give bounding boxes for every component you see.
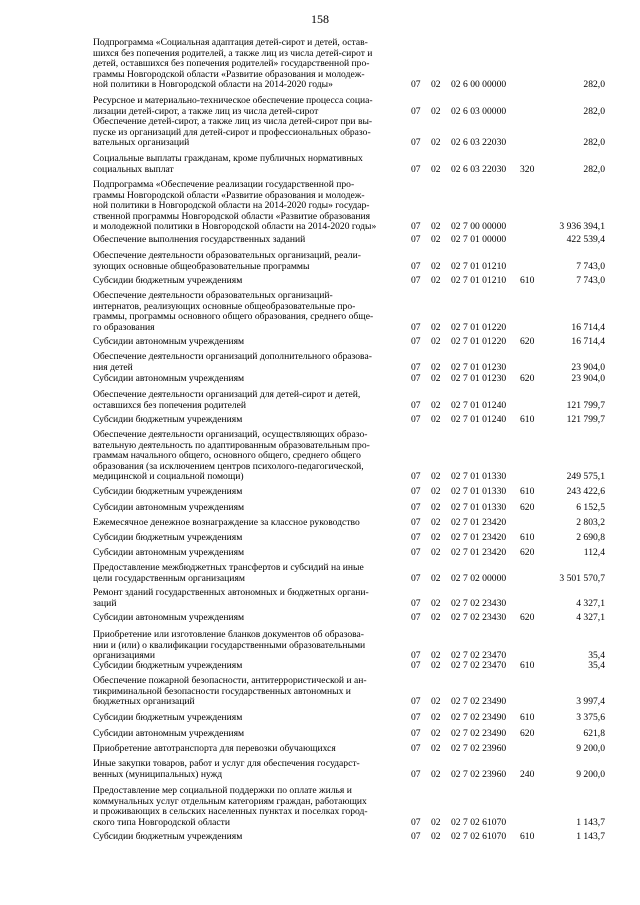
target-article-cell: 02 7 02 61070 — [451, 831, 507, 842]
podrazdel-cell: 02 — [431, 373, 441, 384]
podrazdel-cell: 02 — [431, 612, 441, 623]
expense-type-cell: 620 — [520, 373, 535, 384]
row-description: Субсидии автономным учреждениям — [93, 336, 245, 347]
row-description: Обеспечение детей-сирот, а также лиц из числа детей-сирот при вы- пуске из организаций для детей-сирот и профессиональных образо- вательных организаций — [93, 116, 373, 149]
razdel-cell: 07 — [411, 163, 421, 175]
razdel-cell: 07 — [411, 336, 421, 347]
target-article-cell: 02 7 01 01330 — [451, 502, 507, 513]
row-description: Субсидии бюджетным учреждениям — [93, 532, 243, 543]
expense-type-cell: 620 — [520, 547, 535, 558]
razdel-cell: 07 — [411, 517, 421, 528]
podrazdel-cell: 02 — [431, 502, 441, 513]
razdel-cell: 07 — [411, 373, 421, 384]
podrazdel-cell: 02 — [431, 743, 441, 754]
target-article-cell: 02 6 03 00000 — [451, 105, 507, 117]
target-article-cell: 02 7 01 23420 — [451, 532, 507, 543]
target-article-cell: 02 6 03 22030 — [451, 163, 507, 175]
podrazdel-cell: 02 — [431, 486, 441, 497]
amount-cell: 282,0 — [583, 137, 605, 149]
expense-type-cell: 610 — [520, 660, 535, 671]
row-description: Предоставление межбюджетных трансфертов и субсидий на иные цели государственным организациям — [93, 562, 364, 584]
razdel-cell: 07 — [411, 260, 421, 272]
row-description: Субсидии автономным учреждениям — [93, 373, 245, 384]
expense-type-cell: 620 — [520, 612, 535, 623]
target-article-cell: 02 7 00 00000 — [451, 221, 507, 233]
expense-type-cell: 610 — [520, 712, 535, 723]
razdel-cell: 07 — [411, 502, 421, 513]
podrazdel-cell: 02 — [431, 79, 441, 91]
row-description: Субсидии бюджетным учреждениям — [93, 831, 243, 842]
podrazdel-cell: 02 — [431, 414, 441, 425]
row-description: Ремонт зданий государственных автономных и бюджетных органи- заций — [93, 587, 369, 609]
podrazdel-cell: 02 — [431, 260, 441, 272]
amount-cell: 3 375,6 — [576, 712, 605, 723]
amount-cell: 4 327,1 — [576, 612, 605, 623]
amount-cell: 7 743,0 — [576, 275, 605, 286]
expense-type-cell: 610 — [520, 275, 535, 286]
podrazdel-cell: 02 — [431, 234, 441, 245]
amount-cell: 2 803,2 — [576, 517, 605, 528]
row-description: Социальные выплаты гражданам, кроме публичных нормативных социальных выплат — [93, 153, 363, 175]
target-article-cell: 02 7 02 23490 — [451, 712, 507, 723]
amount-cell: 9 200,0 — [576, 743, 605, 754]
podrazdel-cell: 02 — [431, 517, 441, 528]
razdel-cell: 07 — [411, 275, 421, 286]
expense-type-cell: 610 — [520, 414, 535, 425]
razdel-cell: 07 — [411, 471, 421, 483]
podrazdel-cell: 02 — [431, 321, 441, 333]
expense-type-cell: 320 — [520, 163, 535, 175]
razdel-cell: 07 — [411, 361, 421, 373]
row-description: Субсидии бюджетным учреждениям — [93, 275, 243, 286]
amount-cell: 16 714,4 — [571, 336, 605, 347]
podrazdel-cell: 02 — [431, 547, 441, 558]
amount-cell: 121 799,7 — [566, 399, 605, 411]
amount-cell: 243 422,6 — [566, 486, 605, 497]
podrazdel-cell: 02 — [431, 660, 441, 671]
podrazdel-cell: 02 — [431, 137, 441, 149]
podrazdel-cell: 02 — [431, 768, 441, 780]
row-description: Предоставление мер социальной поддержки по оплате жилья и коммунальных услуг отдельным категориям граждан, работающих и проживающих в сельских населенных пунктах и поселках город- ского типа Новгородской области — [93, 785, 368, 828]
target-article-cell: 02 7 01 01230 — [451, 361, 507, 373]
expense-type-cell: 620 — [520, 336, 535, 347]
target-article-cell: 02 7 01 00000 — [451, 234, 507, 245]
target-article-cell: 02 7 01 01240 — [451, 399, 507, 411]
target-article-cell: 02 7 01 23420 — [451, 547, 507, 558]
row-description: Приобретение или изготовление бланков документов об образова- нии и (или) о квалификации государственными образовательными организациями — [93, 629, 366, 662]
razdel-cell: 07 — [411, 321, 421, 333]
target-article-cell: 02 7 01 01220 — [451, 336, 507, 347]
amount-cell: 112,4 — [583, 547, 605, 558]
razdel-cell: 07 — [411, 572, 421, 584]
target-article-cell: 02 6 00 00000 — [451, 79, 507, 91]
razdel-cell: 07 — [411, 234, 421, 245]
row-description: Подпрограмма «Обеспечение реализации государственной про- граммы Новгородской области «Развитие образования и молодеж- ной политики в Новгородской области на 2014-2020 годы» госудаp- ственной программы Новгородской области «Развитие образования и молодежной политики в Новгородской области на 2014-2020 годы» — [93, 179, 377, 233]
target-article-cell: 02 7 01 23420 — [451, 517, 507, 528]
amount-cell: 35,4 — [588, 650, 605, 662]
row-description: Ежемесячное денежное вознаграждение за классное руководство — [93, 517, 360, 528]
razdel-cell: 07 — [411, 768, 421, 780]
amount-cell: 282,0 — [583, 105, 605, 117]
razdel-cell: 07 — [411, 105, 421, 117]
amount-cell: 3 936 394,1 — [559, 221, 605, 233]
row-description: Субсидии бюджетным учреждениям — [93, 712, 243, 723]
podrazdel-cell: 02 — [431, 712, 441, 723]
amount-cell: 249 575,1 — [566, 471, 605, 483]
podrazdel-cell: 02 — [431, 532, 441, 543]
expense-type-cell: 620 — [520, 502, 535, 513]
podrazdel-cell: 02 — [431, 336, 441, 347]
target-article-cell: 02 7 01 01330 — [451, 486, 507, 497]
target-article-cell: 02 7 02 23430 — [451, 612, 507, 623]
razdel-cell: 07 — [411, 79, 421, 91]
podrazdel-cell: 02 — [431, 221, 441, 233]
amount-cell: 1 143,7 — [576, 816, 605, 828]
razdel-cell: 07 — [411, 547, 421, 558]
target-article-cell: 02 7 01 01210 — [451, 260, 507, 272]
podrazdel-cell: 02 — [431, 399, 441, 411]
razdel-cell: 07 — [411, 137, 421, 149]
razdel-cell: 07 — [411, 414, 421, 425]
target-article-cell: 02 7 01 01240 — [451, 414, 507, 425]
row-description: Обеспечение деятельности образовательных организаций, реали- зующих основные общеобразовательные программы — [93, 250, 361, 272]
razdel-cell: 07 — [411, 597, 421, 609]
razdel-cell: 07 — [411, 728, 421, 739]
row-description: Субсидии бюджетным учреждениям — [93, 660, 243, 671]
target-article-cell: 02 7 02 00000 — [451, 572, 507, 584]
expense-type-cell: 620 — [520, 728, 535, 739]
podrazdel-cell: 02 — [431, 597, 441, 609]
expense-type-cell: 610 — [520, 831, 535, 842]
page-number: 158 — [311, 12, 329, 26]
razdel-cell: 07 — [411, 712, 421, 723]
razdel-cell: 07 — [411, 532, 421, 543]
row-description: Субсидии автономным учреждениям — [93, 728, 245, 739]
podrazdel-cell: 02 — [431, 696, 441, 708]
row-description: Подпрограмма «Социальная адаптация детей-сирот и детей, остав- шихся без попечения родителей, а также лиц из числа детей-сирот и детей, оставшихся без попечения родителей» государственной про- граммы Новгородской области «Развитие образования и молодеж- ной политики в Новгородской области на 2014-2020 годы» — [93, 37, 373, 91]
amount-cell: 1 143,7 — [576, 831, 605, 842]
razdel-cell: 07 — [411, 221, 421, 233]
amount-cell: 4 327,1 — [576, 597, 605, 609]
podrazdel-cell: 02 — [431, 572, 441, 584]
row-description: Обеспечение деятельности организаций, осуществляющих образо- вательную деятельность по адаптированным образовательным про- граммам начального общего, основного общего, среднего общего образования (за исключением центров психолого-педагогической, медицинской и социальной помощи) — [93, 429, 370, 483]
row-description: Субсидии бюджетным учреждениям — [93, 414, 243, 425]
target-article-cell: 02 7 02 23470 — [451, 650, 507, 662]
target-article-cell: 02 7 01 01220 — [451, 321, 507, 333]
target-article-cell: 02 7 01 01230 — [451, 373, 507, 384]
target-article-cell: 02 7 02 23490 — [451, 728, 507, 739]
expense-type-cell: 610 — [520, 532, 535, 543]
razdel-cell: 07 — [411, 612, 421, 623]
podrazdel-cell: 02 — [431, 361, 441, 373]
podrazdel-cell: 02 — [431, 816, 441, 828]
target-article-cell: 02 7 02 23960 — [451, 768, 507, 780]
row-description: Иные закупки товаров, работ и услуг для обеспечения государст- венных (муниципальных) нужд — [93, 758, 360, 780]
podrazdel-cell: 02 — [431, 650, 441, 662]
amount-cell: 282,0 — [583, 79, 605, 91]
razdel-cell: 07 — [411, 696, 421, 708]
amount-cell: 3 501 570,7 — [559, 572, 605, 584]
expense-type-cell: 240 — [520, 768, 535, 780]
amount-cell: 6 152,5 — [576, 502, 605, 513]
amount-cell: 621,8 — [583, 728, 605, 739]
target-article-cell: 02 7 02 23470 — [451, 660, 507, 671]
target-article-cell: 02 7 02 61070 — [451, 816, 507, 828]
row-description: Обеспечение деятельности организаций для детей-сирот и детей, оставшихся без попечения родителей — [93, 389, 361, 411]
row-description: Субсидии автономным учреждениям — [93, 612, 245, 623]
target-article-cell: 02 7 02 23490 — [451, 696, 507, 708]
row-description: Приобретение автотранспорта для перевозки обучающихся — [93, 743, 336, 754]
row-description: Обеспечение выполнения государственных заданий — [93, 234, 306, 245]
amount-cell: 3 997,4 — [576, 696, 605, 708]
row-description: Субсидии автономным учреждениям — [93, 547, 245, 558]
podrazdel-cell: 02 — [431, 471, 441, 483]
amount-cell: 7 743,0 — [576, 260, 605, 272]
amount-cell: 422 539,4 — [566, 234, 605, 245]
amount-cell: 23 904,0 — [571, 361, 605, 373]
target-article-cell: 02 7 02 23430 — [451, 597, 507, 609]
amount-cell: 2 690,8 — [576, 532, 605, 543]
expense-type-cell: 610 — [520, 486, 535, 497]
target-article-cell: 02 7 01 01210 — [451, 275, 507, 286]
podrazdel-cell: 02 — [431, 831, 441, 842]
podrazdel-cell: 02 — [431, 728, 441, 739]
amount-cell: 23 904,0 — [571, 373, 605, 384]
amount-cell: 16 714,4 — [571, 321, 605, 333]
razdel-cell: 07 — [411, 743, 421, 754]
razdel-cell: 07 — [411, 650, 421, 662]
amount-cell: 282,0 — [583, 163, 605, 175]
row-description: Обеспечение пожарной безопасности, антитеррористической и ан- тикриминальной безопасности государственных автономных и бюджетных организаций — [93, 675, 367, 708]
target-article-cell: 02 6 03 22030 — [451, 137, 507, 149]
target-article-cell: 02 7 01 01330 — [451, 471, 507, 483]
razdel-cell: 07 — [411, 399, 421, 411]
target-article-cell: 02 7 02 23960 — [451, 743, 507, 754]
amount-cell: 121 799,7 — [566, 414, 605, 425]
row-description: Субсидии бюджетным учреждениям — [93, 486, 243, 497]
podrazdel-cell: 02 — [431, 163, 441, 175]
row-description: Ресурсное и материально-техническое обеспечение процесса социа- лизации детей-сирот, а также лиц из числа детей-сирот — [93, 95, 373, 117]
amount-cell: 9 200,0 — [576, 768, 605, 780]
amount-cell: 35,4 — [588, 660, 605, 671]
row-description: Субсидии автономным учреждениям — [93, 502, 245, 513]
razdel-cell: 07 — [411, 816, 421, 828]
podrazdel-cell: 02 — [431, 105, 441, 117]
razdel-cell: 07 — [411, 486, 421, 497]
row-description: Обеспечение деятельности организаций дополнительного образова- ния детей — [93, 351, 372, 373]
razdel-cell: 07 — [411, 660, 421, 671]
razdel-cell: 07 — [411, 831, 421, 842]
row-description: Обеспечение деятельности образовательных организаций- интернатов, реализующих основные общеобразовательные про- граммы, программы основного общего образования, среднего обще- го образования — [93, 290, 374, 333]
podrazdel-cell: 02 — [431, 275, 441, 286]
